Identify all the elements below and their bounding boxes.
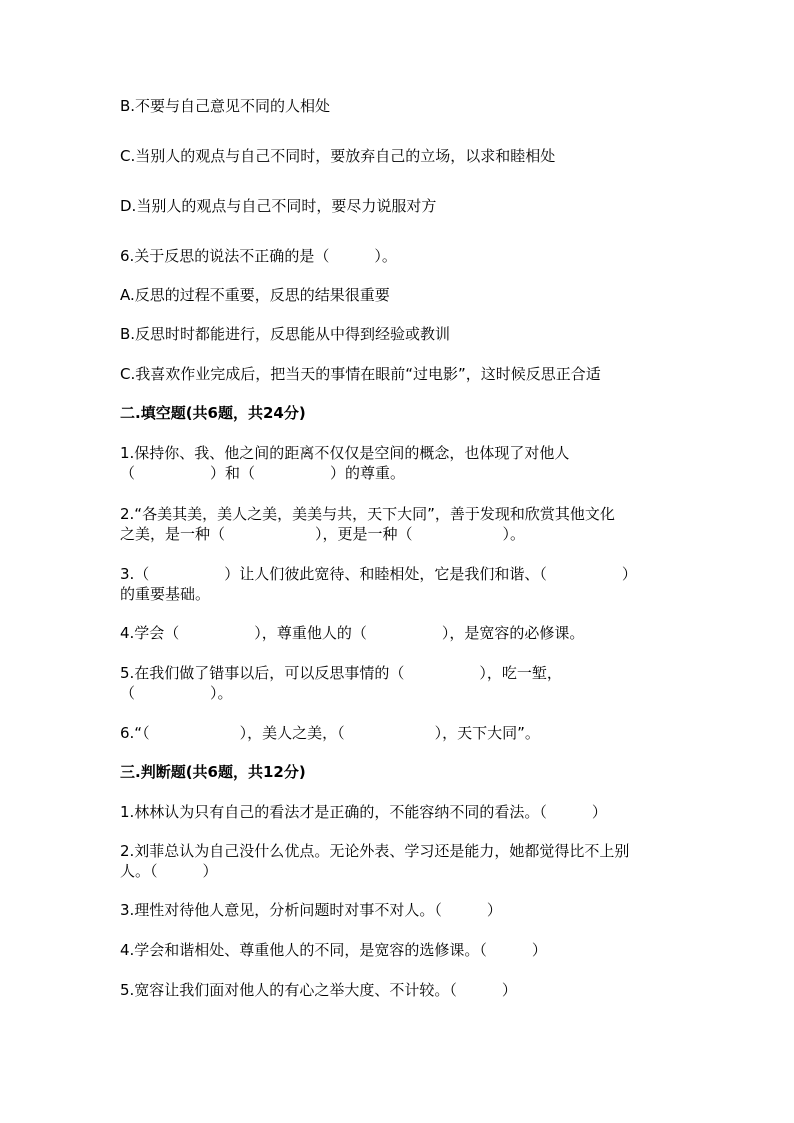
judge-item-2-line1: 2.刘菲总认为自己没什么优点。无论外表、学习还是能力，她都觉得比不上别 <box>120 842 630 860</box>
fill-item-1-line1: 1.保持你、我、他之间的距离不仅仅是空间的概念，也体现了对他人 <box>120 444 570 462</box>
fill-item-2-line1: 2.“各美其美，美人之美，美美与共，天下大同”，善于发现和欣赏其他文化 <box>120 505 615 523</box>
fill-item-4-line1: 4.学会（ ），尊重他人的（ ），是宽容的必修课。 <box>120 624 585 642</box>
fill-item-6-line1: 6.“（ ），美人之美，（ ），天下大同”。 <box>120 724 540 742</box>
fill-item-5-line2: （ ）。 <box>120 684 233 702</box>
section2-heading: 二.填空题(共6题，共24分) <box>120 404 306 422</box>
fill-item-5-line1: 5.在我们做了错事以后，可以反思事情的（ ），吃一堑， <box>120 664 562 682</box>
judge-item-4-line1: 4.学会和谐相处、尊重他人的不同，是宽容的选修课。（ ） <box>120 941 547 959</box>
fill-item-1-line2: （ ）和（ ）的尊重。 <box>120 464 406 482</box>
judge-item-2-line2: 人。（ ） <box>120 862 218 880</box>
q6-option-b: B.反思时时都能进行，反思能从中得到经验或教训 <box>120 325 451 343</box>
q6-option-a: A.反思的过程不重要，反思的结果很重要 <box>120 286 390 304</box>
q5-option-c: C.当别人的观点与自己不同时，要放弃自己的立场，以求和睦相处 <box>120 147 556 165</box>
q6-stem: 6.关于反思的说法不正确的是（ ）。 <box>120 247 397 265</box>
judge-item-3-line1: 3.理性对待他人意见，分析问题时对事不对人。（ ） <box>120 901 502 919</box>
fill-item-2-line2: 之美，是一种（ ），更是一种（ ）。 <box>120 525 526 543</box>
fill-item-3-line2: 的重要基础。 <box>120 585 211 603</box>
judge-item-1-line1: 1.林林认为只有自己的看法才是正确的，不能容纳不同的看法。（ ） <box>120 803 607 821</box>
q5-option-b: B.不要与自己意见不同的人相处 <box>120 97 331 115</box>
section3-heading: 三.判断题(共6题，共12分) <box>120 763 306 781</box>
q6-option-c: C.我喜欢作业完成后，把当天的事情在眼前“过电影”，这时候反思正合适 <box>120 365 601 383</box>
judge-item-5-line1: 5.宽容让我们面对他人的有心之举大度、不计较。（ ） <box>120 981 517 999</box>
fill-item-3-line1: 3.（ ）让人们彼此宽待、和睦相处，它是我们和谐、（ ） <box>120 565 637 583</box>
q5-option-d: D.当别人的观点与自己不同时，要尽力说服对方 <box>120 197 437 215</box>
